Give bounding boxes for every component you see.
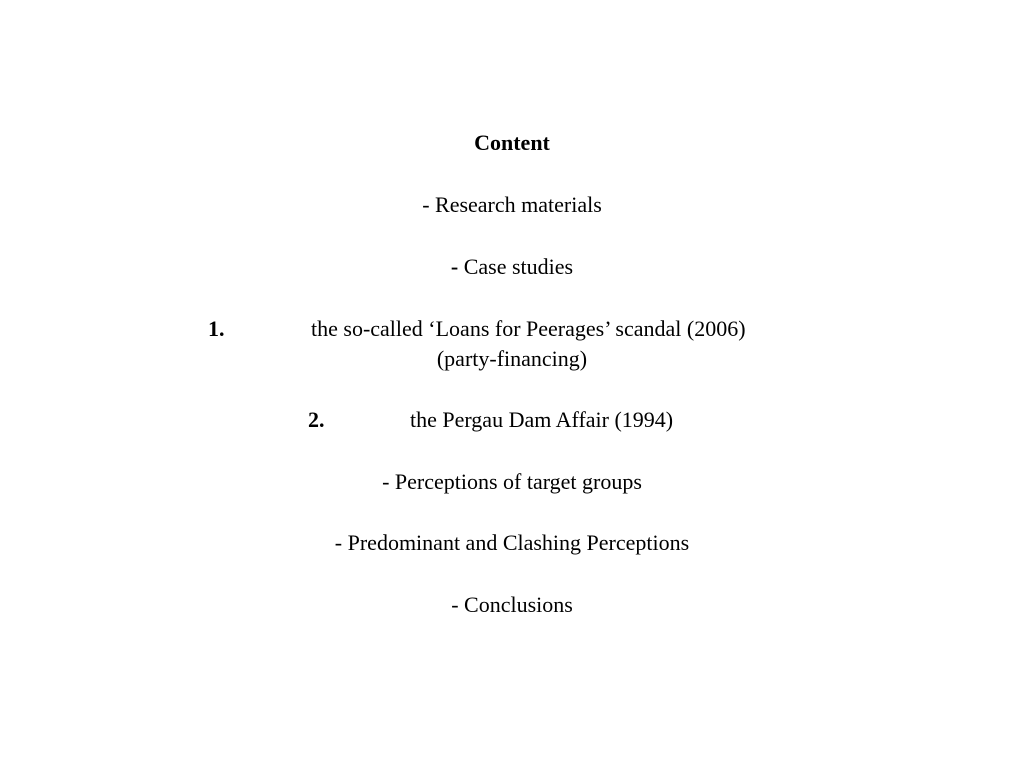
item-research-materials (0, 192, 1024, 218)
case-2-text: the Pergau Dam Affair (1994) (410, 407, 674, 432)
item-text: Case studies (458, 254, 574, 279)
item-perceptions-target-groups: - Perceptions of target groups (382, 469, 642, 494)
item-prefix: - (422, 192, 430, 217)
item-case-studies (0, 254, 1024, 280)
case-1-row (0, 316, 1024, 342)
item-prefix: - (450, 254, 459, 279)
case-2-row (0, 407, 1024, 433)
case-1-text: the so-called ‘Loans for Peerages’ scandal (2006) (311, 316, 746, 341)
item-predominant-clashing: - Predominant and Clashing Perceptions (334, 530, 690, 555)
item-conclusions: - Conclusions (451, 592, 573, 617)
item-text: Research materials (429, 192, 602, 217)
case-2-number: 2. (308, 407, 325, 432)
slide-title: Content (474, 130, 550, 155)
case-1-subtext: (party-financing) (436, 346, 588, 371)
case-1-number: 1. (208, 316, 225, 341)
